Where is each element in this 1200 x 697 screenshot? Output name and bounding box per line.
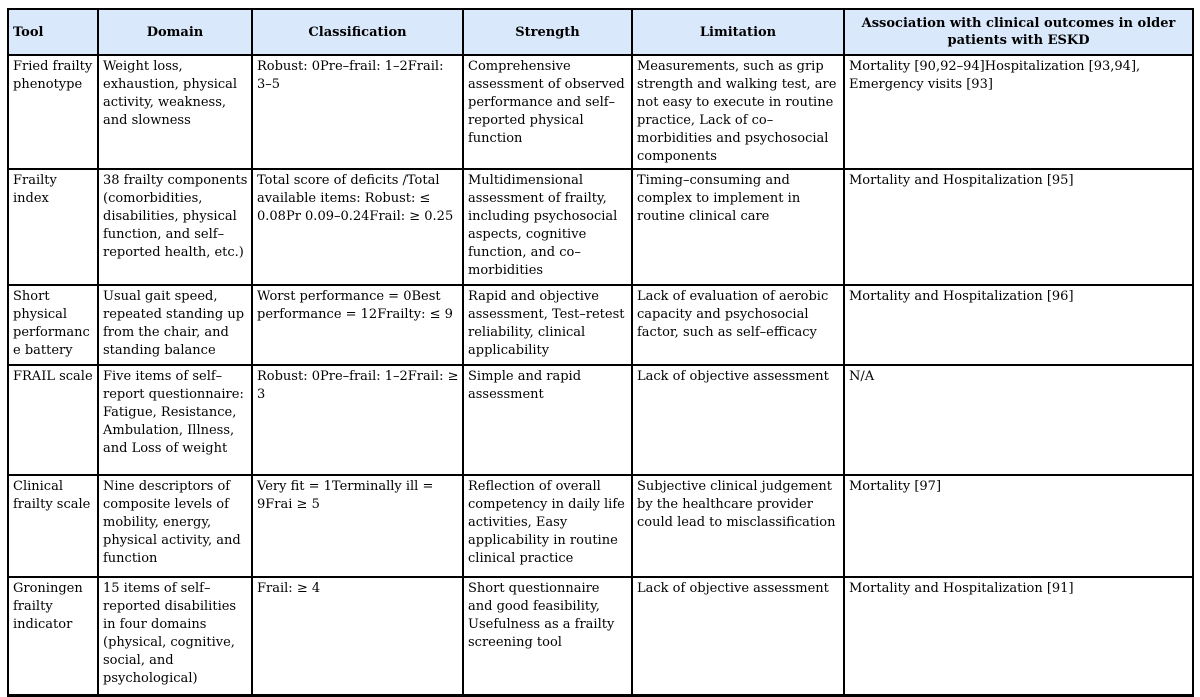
column-header-strength: Strength: [463, 9, 632, 55]
cell-limitation: Lack of objective assessment: [632, 577, 844, 695]
column-header-limitation: Limitation: [632, 9, 844, 55]
cell-classification: Robust: 0Pre–frail: 1–2Frail: ≥ 3: [252, 365, 463, 475]
cell-limitation: Lack of evaluation of aerobic capacity and psychosocial factor, such as self–efficacy: [632, 285, 844, 365]
cell-domain: Usual gait speed, repeated standing up from the chair, and standing balance: [98, 285, 252, 365]
cell-classification: Total score of deficits /Total available items: Robust: ≤ 0.08Pr 0.09–0.24Frail: ≥ 0.25: [252, 169, 463, 285]
cell-domain: Nine descriptors of composite levels of mobility, energy, physical activity, and function: [98, 475, 252, 577]
cell-strength: Reflection of overall competency in daily life activities, Easy applicability in routine clinical practice: [463, 475, 632, 577]
table-row-fried-frailty-phenotype: [8, 55, 1193, 169]
cell-domain: 15 items of self–reported disabilities in four domains (physical, cognitive, social, and psychological): [98, 577, 252, 695]
cell-classification: Frail: ≥ 4: [252, 577, 463, 695]
cell-domain: Weight loss, exhaustion, physical activity, weakness, and slowness: [98, 55, 252, 169]
cell-strength: Rapid and objective assessment, Test–retest reliability, clinical applicability: [463, 285, 632, 365]
cell-strength: Comprehensive assessment of observed performance and self–reported physical function: [463, 55, 632, 169]
cell-tool: Clinical frailty scale: [8, 475, 98, 577]
cell-tool: Groningen frailty indicator: [8, 577, 98, 695]
table-row-groningen-frailty-indicator: [8, 577, 1193, 695]
cell-association: N/A: [844, 365, 1193, 475]
column-header-domain: Domain: [98, 9, 252, 55]
cell-limitation: Lack of objective assessment: [632, 365, 844, 475]
cell-domain: 38 frailty components (comorbidities, disabilities, physical function, and self–reported health, etc.): [98, 169, 252, 285]
column-header-association: Association with clinical outcomes in older patients with ESKD: [844, 9, 1193, 55]
cell-limitation: Timing–consuming and complex to implement in routine clinical care: [632, 169, 844, 285]
cell-association: Mortality and Hospitalization [91]: [844, 577, 1193, 695]
cell-classification: Robust: 0Pre–frail: 1–2Frail: 3–5: [252, 55, 463, 169]
table-row-frailty-index: [8, 169, 1193, 285]
table-row-short-physical-performance-battery: [8, 285, 1193, 365]
cell-association: Mortality and Hospitalization [95]: [844, 169, 1193, 285]
cell-tool: Short physical performance battery: [8, 285, 98, 365]
cell-strength: Multidimensional assessment of frailty, including psychosocial aspects, cognitive function, and co–morbidities: [463, 169, 632, 285]
frailty-tools-table: [7, 8, 1194, 697]
cell-association: Mortality [97]: [844, 475, 1193, 577]
table-row-clinical-frailty-scale: [8, 475, 1193, 577]
cell-tool: Frailty index: [8, 169, 98, 285]
cell-strength: Short questionnaire and good feasibility, Usefulness as a frailty screening tool: [463, 577, 632, 695]
cell-limitation: Subjective clinical judgement by the healthcare provider could lead to misclassification: [632, 475, 844, 577]
cell-classification: Worst performance = 0Best performance = 12Frailty: ≤ 9: [252, 285, 463, 365]
column-header-classification: Classification: [252, 9, 463, 55]
header-row: [8, 9, 1193, 55]
cell-limitation: Measurements, such as grip strength and walking test, are not easy to execute in routine practice, Lack of co–morbidities and psychosocial components: [632, 55, 844, 169]
cell-tool: FRAIL scale: [8, 365, 98, 475]
column-header-tool: Tool: [8, 9, 98, 55]
cell-domain: Five items of self–report questionnaire: Fatigue, Resistance, Ambulation, Illness, and Loss of weight: [98, 365, 252, 475]
cell-strength: Simple and rapid assessment: [463, 365, 632, 475]
cell-tool: Fried frailty phenotype: [8, 55, 98, 169]
table-row-frail-scale: [8, 365, 1193, 475]
frailty-tools-table-container: [7, 8, 1194, 697]
cell-association: Mortality [90,92–94]Hospitalization [93,94], Emergency visits [93]: [844, 55, 1193, 169]
cell-classification: Very fit = 1Terminally ill = 9Frai ≥ 5: [252, 475, 463, 577]
cell-association: Mortality and Hospitalization [96]: [844, 285, 1193, 365]
